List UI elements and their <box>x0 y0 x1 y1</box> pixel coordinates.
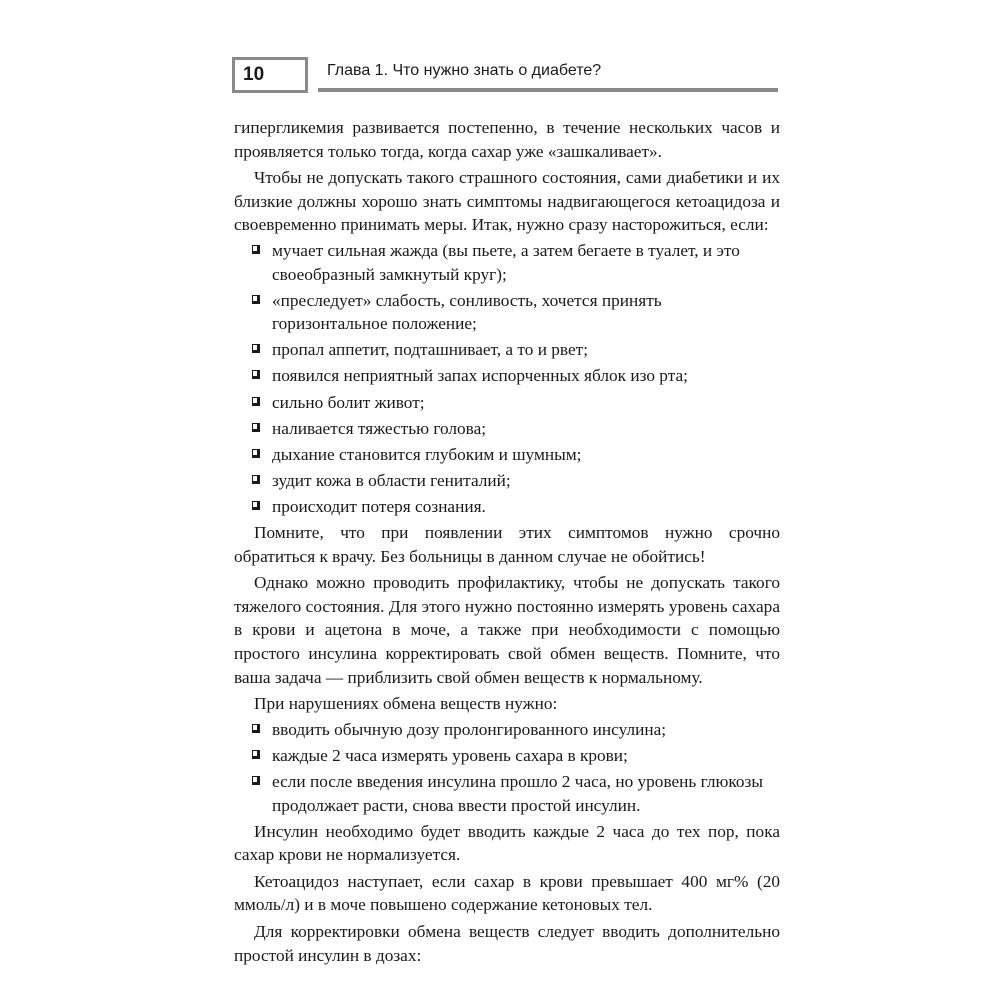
list-item-text: сильно болит живот; <box>272 392 425 412</box>
paragraph: Однако можно проводить профилактику, чтобы не допускать такого тяжелого состояния. Для этого нужно постоянно измерять уровень сахара в крови и ацетона в моче, а также при необходимости с помощью простого инсулина корректировать свой обмен веществ. Помните, что ваша задача — приблизить свой обмен веществ к нормальному. <box>234 573 780 687</box>
list-item-text: «преследует» слабость, сонливость, хочется принять горизонтальное положение; <box>272 290 662 334</box>
square-bullet-icon <box>252 475 260 484</box>
list-item <box>234 239 780 286</box>
square-bullet-icon <box>252 449 260 458</box>
paragraph: гипергликемия развивается постепенно, в течение нескольких часов и проявляется только тогда, когда сахар уже «зашкаливает». <box>234 118 780 161</box>
square-bullet-icon <box>252 344 260 353</box>
list-item <box>234 417 780 441</box>
square-bullet-icon <box>252 397 260 406</box>
list-item <box>234 770 780 817</box>
square-bullet-icon <box>252 501 260 510</box>
square-bullet-icon <box>252 750 260 759</box>
list-item <box>234 744 780 768</box>
list-item <box>234 338 780 362</box>
list-item <box>234 391 780 415</box>
square-bullet-icon <box>252 724 260 733</box>
list-item <box>234 289 780 336</box>
paragraph: При нарушениях обмена веществ нужно: <box>254 694 558 714</box>
list-item-text: вводить обычную дозу пролонгированного инсулина; <box>272 719 667 739</box>
chapter-title: Глава 1. Что нужно знать о диабете? <box>327 62 602 79</box>
paragraph: Для корректировки обмена веществ следует вводить дополнительно простой инсулин в дозах: <box>234 922 780 965</box>
square-bullet-icon <box>252 295 260 304</box>
list-item-text: происходит потеря сознания. <box>272 496 486 516</box>
list-item-text: каждые 2 часа измерять уровень сахара в крови; <box>272 745 628 765</box>
list-item <box>234 364 780 388</box>
list-item-text: если после введения инсулина прошло 2 часа, но уровень глюкозы продолжает расти, снова ввести простой инсулин. <box>272 771 763 815</box>
square-bullet-icon <box>252 423 260 432</box>
page-body <box>234 116 780 967</box>
list-item <box>234 718 780 742</box>
square-bullet-icon <box>252 245 260 254</box>
list-item <box>234 469 780 493</box>
list-item-text: мучает сильная жажда (вы пьете, а затем бегаете в туалет, и это своеобразный замкнутый круг); <box>272 240 740 284</box>
square-bullet-icon <box>252 370 260 379</box>
symptoms-list <box>234 239 780 519</box>
page-number: 10 <box>232 57 308 93</box>
list-item-text: пропал аппетит, подташнивает, а то и рвет; <box>272 340 588 360</box>
paragraph: Помните, что при появлении этих симптомов нужно срочно обратиться к врачу. Без больницы в данном случае не обойтись! <box>234 523 780 566</box>
paragraph: Инсулин необходимо будет вводить каждые 2 часа до тех пор, пока сахар крови не нормализуется. <box>234 821 780 865</box>
paragraph: Чтобы не допускать такого страшного состояния, сами диабетики и их близкие должны хорошо знать симптомы надвигающегося кетоацидоза и своевременно принимать меры. Итак, нужно сразу насторожиться, если: <box>234 168 780 235</box>
list-item-text: дыхание становится глубоким и шумным; <box>272 444 582 464</box>
list-item-text: появился неприятный запах испорченных яблок изо рта; <box>272 366 688 386</box>
paragraph: Кетоацидоз наступает, если сахар в крови превышает 400 мг% (20 ммоль/л) и в моче повышено содержание кетоновых тел. <box>234 871 780 915</box>
actions-list <box>234 718 780 817</box>
running-header <box>232 57 778 99</box>
list-item-text: зудит кожа в области гениталий; <box>272 470 511 490</box>
list-item-text: наливается тяжестью голова; <box>272 418 487 438</box>
header-rule <box>318 88 778 92</box>
list-item <box>234 443 780 467</box>
square-bullet-icon <box>252 776 260 785</box>
list-item <box>234 495 780 519</box>
